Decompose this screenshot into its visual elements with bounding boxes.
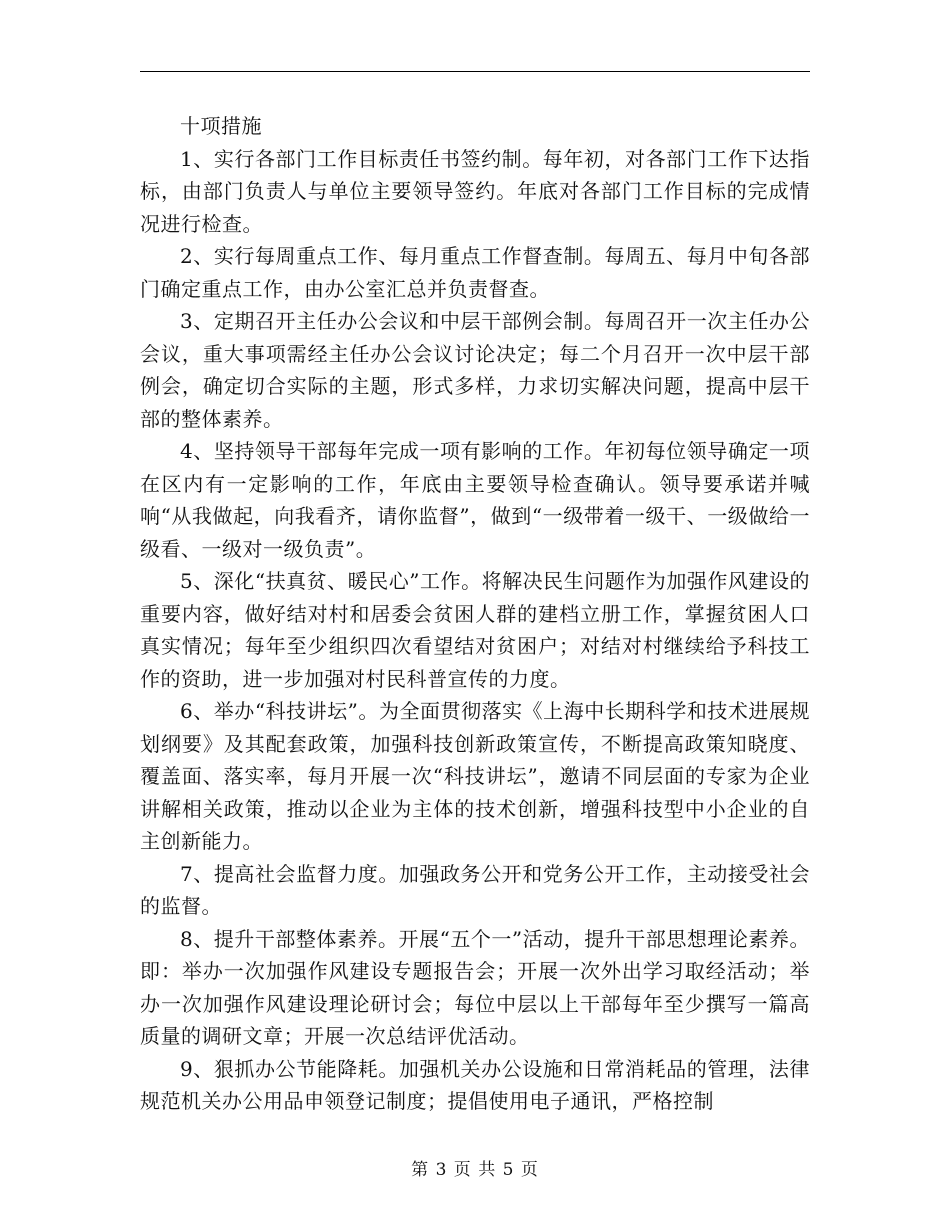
page-footer (0, 1155, 950, 1180)
measure-paragraph-6: 6、举办“科技讲坛”。为全面贯彻落实《上海中长期科学和技术进展规划纲要》及其配套政策，加强科技创新政策宣传，不断提高政策知晓度、覆盖面、落实率，每月开展一次“科技讲坛”，邀请不同层面的专家为企业讲解相关政策，推动以企业为主体的技术创新，增强科技型中小企业的自主创新能力。 (140, 699, 810, 853)
header-rule (140, 71, 810, 72)
section-heading: 十项措施 (180, 114, 262, 138)
measure-paragraph-3: 3、定期召开主任办公会议和中层干部例会制。每周召开一次主任办公会议，重大事项需经主任办公会议讨论决定；每二个月召开一次中层干部例会，确定切合实际的主题，形式多样，力求切实解决问题，提高中层干部的整体素养。 (140, 309, 810, 431)
measure-paragraph-1: 1、实行各部门工作目标责任书签约制。每年初，对各部门工作下达指标，由部门负责人与单位主要领导签约。年底对各部门工作目标的完成情况进行检查。 (140, 146, 810, 236)
page-number: 第 3 页 共 5 页 (411, 1160, 539, 1180)
measure-paragraph-7: 7、提高社会监督力度。加强政务公开和党务公开工作，主动接受社会的监督。 (140, 861, 810, 918)
measure-paragraph-5: 5、深化“扶真贫、暖民心”工作。将解决民生问题作为加强作风建设的重要内容，做好结对村和居委会贫困人群的建档立册工作，掌握贫困人口真实情况；每年至少组织四次看望结对贫困户；对结对村继续给予科技工作的资助，进一步加强对村民科普宣传的力度。 (140, 569, 810, 691)
document-body (140, 110, 810, 1118)
measure-paragraph-4: 4、坚持领导干部每年完成一项有影响的工作。年初每位领导确定一项在区内有一定影响的工作，年底由主要领导检查确认。领导要承诺并喊响“从我做起，向我看齐，请你监督”，做到“一级带着一级干、一级做给一级看、一级对一级负责”。 (140, 439, 810, 561)
measure-paragraph-9: 9、狠抓办公节能降耗。加强机关办公设施和日常消耗品的管理，法律规范机关办公用品申领登记制度；提倡使用电子通讯，严格控制 (140, 1056, 810, 1113)
measure-paragraph-8: 8、提升干部整体素养。开展“五个一”活动，提升干部思想理论素养。即：举办一次加强作风建设专题报告会；开展一次外出学习取经活动；举办一次加强作风建设理论研讨会；每位中层以上干部每年至少撰写一篇高质量的调研文章；开展一次总结评优活动。 (140, 926, 810, 1048)
measure-paragraph-2: 2、实行每周重点工作、每月重点工作督查制。每周五、每月中旬各部门确定重点工作，由办公室汇总并负责督查。 (140, 244, 810, 301)
